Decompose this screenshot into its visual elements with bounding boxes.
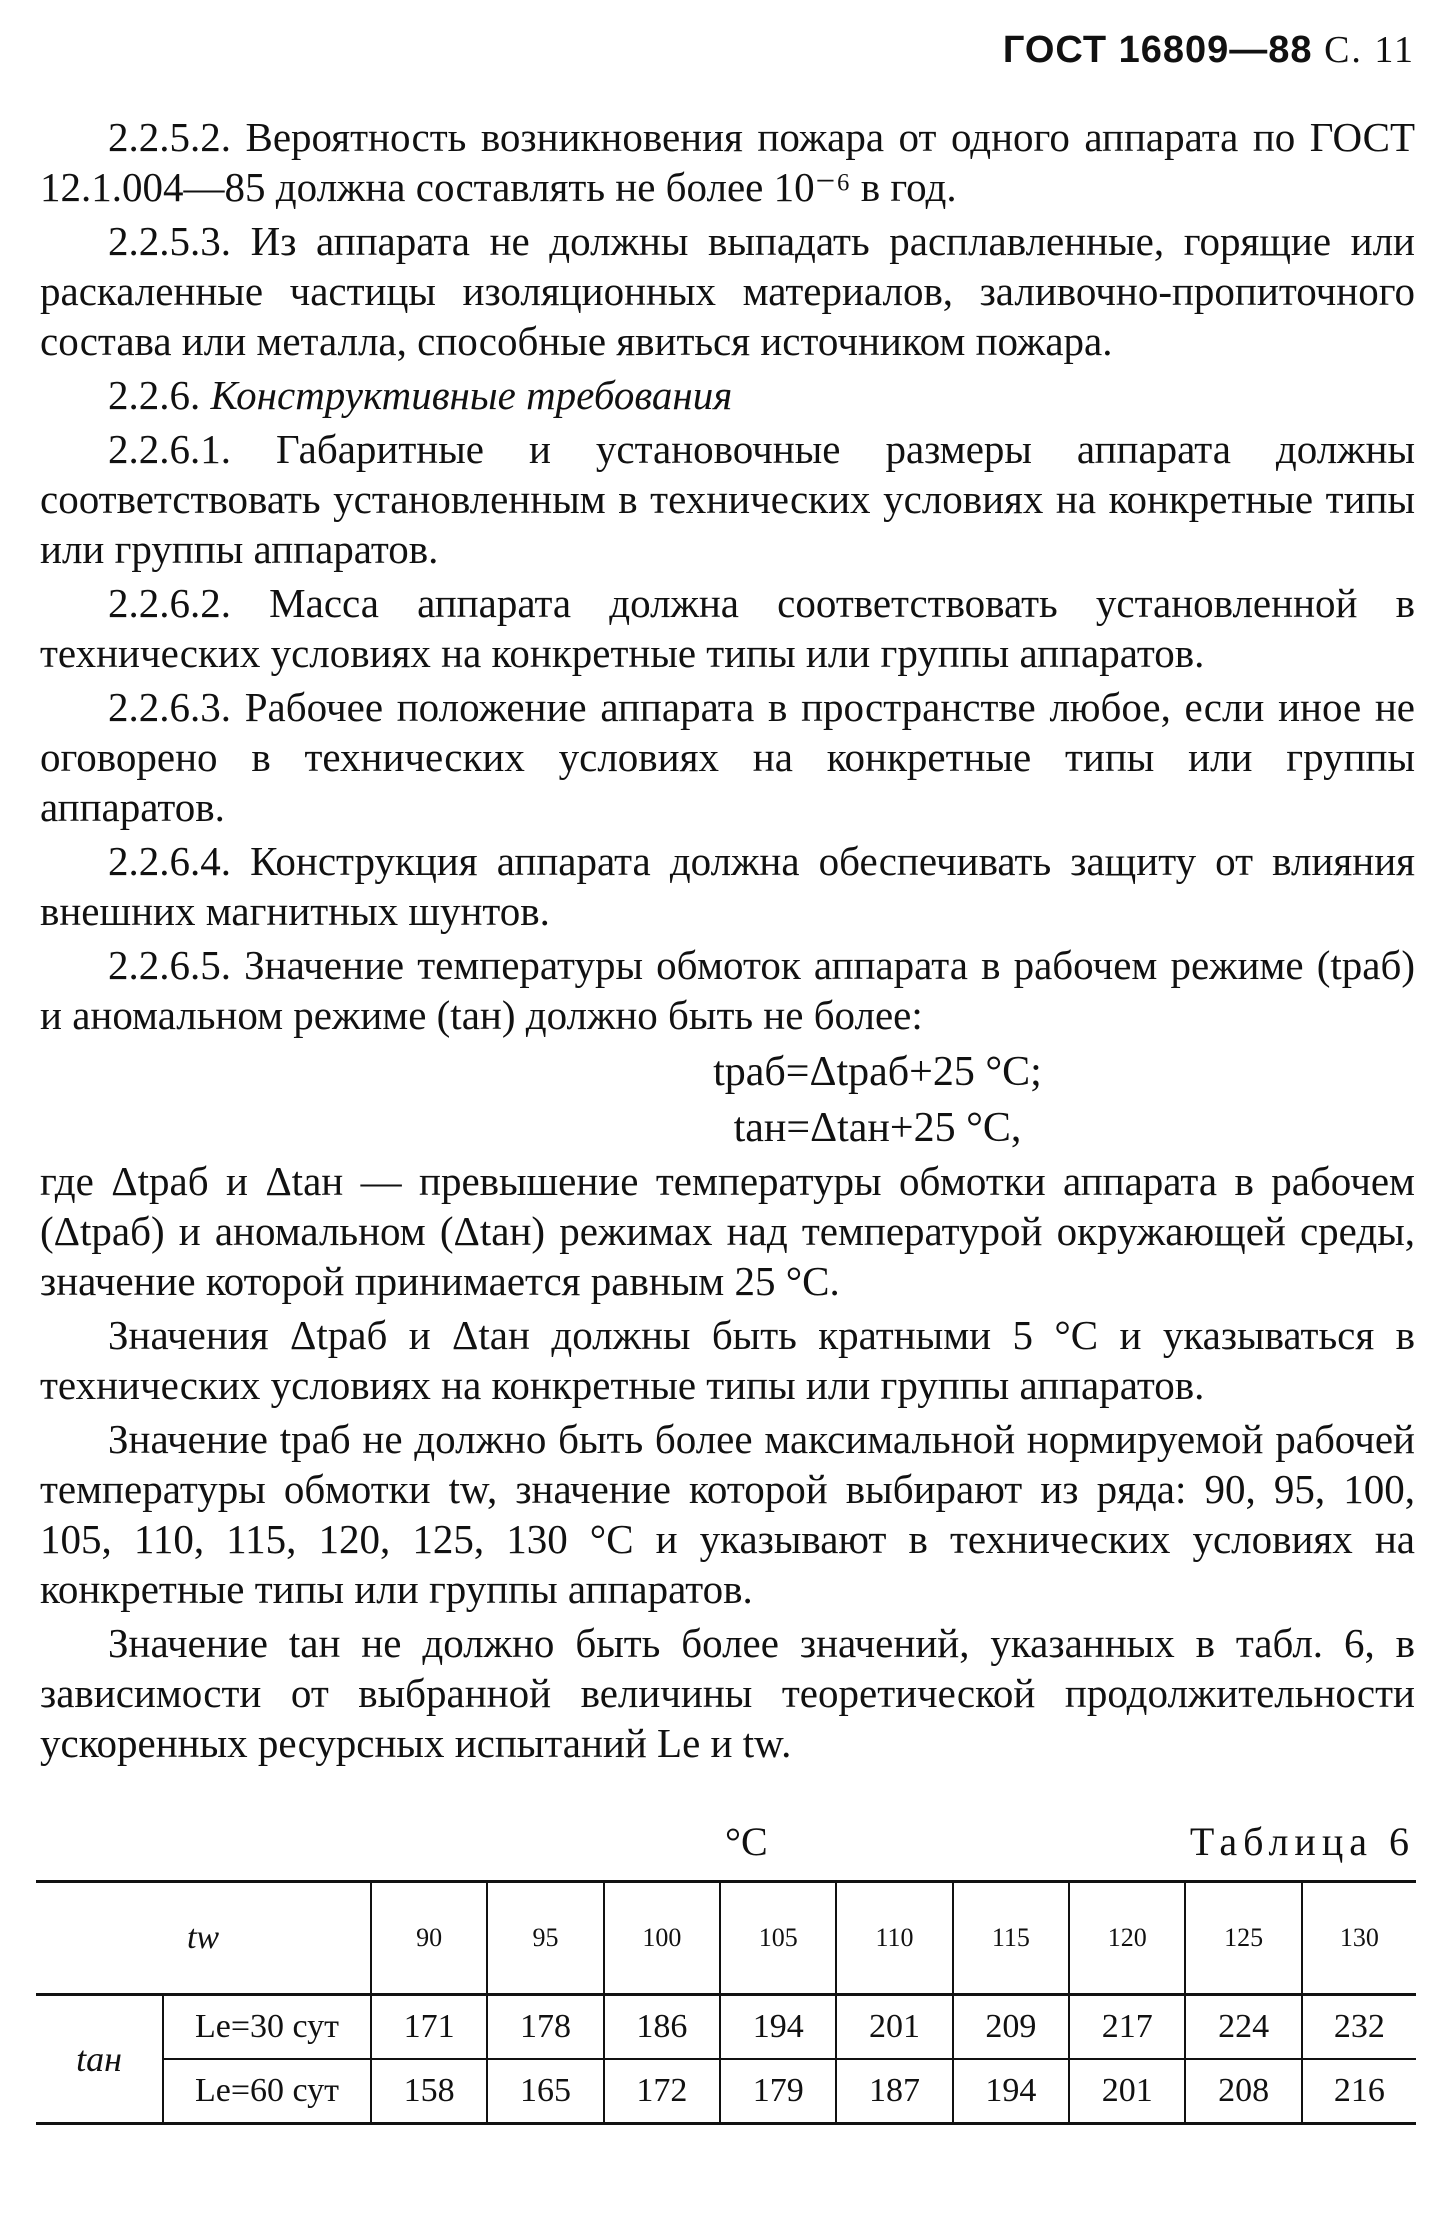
paragraph-2-2-6-1: 2.2.6.1. Габаритные и установочные размеры аппарата должны соответствовать установленным в технических условиях на конкретные типы или группы аппаратов. <box>40 426 1415 572</box>
header-gost: ГОСТ <box>1002 29 1108 71</box>
paragraph-t-rab-limit: Значение tраб не должно быть более максимальной нормируемой рабочей температуры обмотки tw, значение которой выбирают из ряда: 90, 95, 100, 105, 110, 115, 120, 125, 130 °C и указывают в технических условиях на конкретные типы или группы аппаратов. <box>40 1416 1415 1612</box>
tw-header: tw <box>36 1882 371 1995</box>
table-cell: 194 <box>720 1995 836 2060</box>
table-header-row <box>36 1882 1416 1995</box>
table-cell: 194 <box>953 2059 1069 2124</box>
tan-header: tан <box>36 1995 163 2124</box>
table-cell: 186 <box>604 1995 720 2060</box>
paragraph-2-2-6-5: 2.2.6.5. Значение температуры обмоток аппарата в рабочем режиме (tраб) и аномальном режиме (tан) должно быть не более: <box>40 942 1415 1038</box>
paragraph-2-2-5-3: 2.2.5.3. Из аппарата не должны выпадать расплавленные, горящие или раскаленные частицы изоляционных материалов, заливочно-пропиточного состава или металла, способные явиться источником пожара. <box>40 218 1415 364</box>
table-cell: 209 <box>953 1995 1069 2060</box>
tw-value: 95 <box>487 1882 603 1995</box>
table-unit: °C <box>725 1819 768 1864</box>
row-label: Le=60 сут <box>163 2059 371 2124</box>
table-cell: 172 <box>604 2059 720 2124</box>
header-number: 16809—88 <box>1118 29 1313 71</box>
table-cell: 187 <box>836 2059 952 2124</box>
table-cell: 216 <box>1302 2059 1416 2124</box>
paragraph-values-multiple: Значения Δtраб и Δtан должны быть кратными 5 °C и указываться в технических условиях на конкретные типы или группы аппаратов. <box>40 1312 1415 1408</box>
table-cell: 171 <box>371 1995 487 2060</box>
section-number: 2.2.6. <box>108 372 201 418</box>
table-row <box>36 2059 1416 2124</box>
tw-value: 125 <box>1185 1882 1301 1995</box>
tw-value: 120 <box>1069 1882 1185 1995</box>
section-title: Конструктивные требования <box>210 372 733 418</box>
table-cell: 158 <box>371 2059 487 2124</box>
tw-value: 105 <box>720 1882 836 1995</box>
table-caption <box>40 1818 1415 1868</box>
paragraph-2-2-6-4: 2.2.6.4. Конструкция аппарата должна обеспечивать защиту от влияния внешних магнитных шунтов. <box>40 838 1415 934</box>
body-text <box>40 112 1415 1772</box>
formula-t-an: tан=Δtан+25 °C, <box>733 1105 1022 1151</box>
table-cell: 178 <box>487 1995 603 2060</box>
table-cell: 224 <box>1185 1995 1301 2060</box>
section-heading-2-2-6 <box>40 370 1415 420</box>
table-title: Таблица 6 <box>1189 1819 1415 1864</box>
table-row <box>36 1995 1416 2060</box>
table-cell: 217 <box>1069 1995 1185 2060</box>
table-6 <box>36 1880 1416 2125</box>
paragraph-t-an-limit: Значение tан не должно быть более значений, указанных в табл. 6, в зависимости от выбранной величины теоретической продолжительности ускоренных ресурсных испытаний Le и tw. <box>40 1620 1415 1766</box>
table-cell: 208 <box>1185 2059 1301 2124</box>
row-label: Le=30 сут <box>163 1995 371 2060</box>
table-cell: 232 <box>1302 1995 1416 2060</box>
table-cell: 165 <box>487 2059 603 2124</box>
formula-t-rab: tраб=Δtраб+25 °C; <box>713 1049 1042 1095</box>
table-cell: 201 <box>1069 2059 1185 2124</box>
table-cell: 201 <box>836 1995 952 2060</box>
paragraph-2-2-6-3: 2.2.6.3. Рабочее положение аппарата в пространстве любое, если иное не оговорено в технических условиях на конкретные типы или группы аппаратов. <box>40 684 1415 830</box>
paragraph-2-2-5-2: 2.2.5.2. Вероятность возникновения пожара от одного аппарата по ГОСТ 12.1.004—85 должна составлять не более 10⁻⁶ в год. <box>40 114 1415 210</box>
tw-value: 100 <box>604 1882 720 1995</box>
tw-value: 90 <box>371 1882 487 1995</box>
paragraph-where: где Δtраб и Δtан — превышение температуры обмотки аппарата в рабочем (Δtраб) и аномальном (Δtан) режимах над температурой окружающей среды, значение которой принимается равным 25 °C. <box>40 1158 1415 1304</box>
tw-value: 130 <box>1302 1882 1416 1995</box>
paragraph-2-2-6-2: 2.2.6.2. Масса аппарата должна соответствовать установленной в технических условиях на конкретные типы или группы аппаратов. <box>40 580 1415 676</box>
tw-value: 115 <box>953 1882 1069 1995</box>
header-page: С. 11 <box>1324 29 1415 71</box>
table-cell: 179 <box>720 2059 836 2124</box>
page-header <box>1003 28 1415 72</box>
tw-value: 110 <box>836 1882 952 1995</box>
